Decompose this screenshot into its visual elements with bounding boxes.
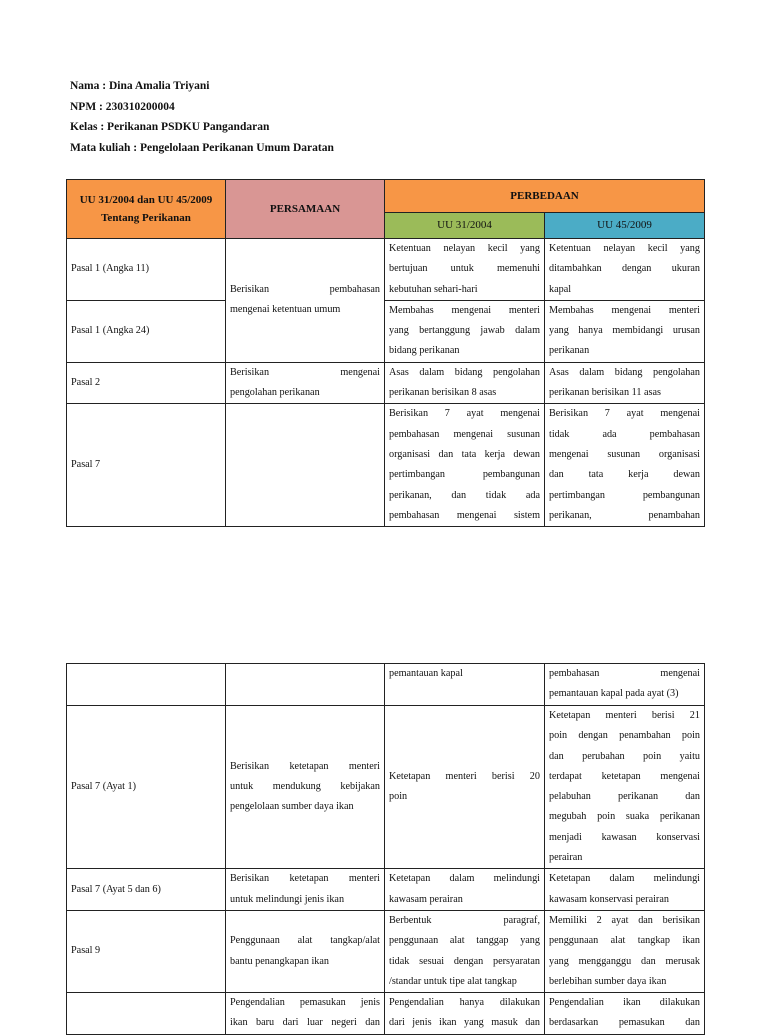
persamaan-cell: Berisikan pembahasan mengenai ketentuan umum (226, 239, 385, 363)
pasal-cell: Pasal 7 (Ayat 1) (67, 706, 226, 869)
student-npm: NPM : 230310200004 (70, 100, 175, 113)
persamaan-cell-empty (226, 664, 385, 706)
pasal-cell: Pasal 7 (Ayat 5 dan 6) (67, 869, 226, 911)
uu45-cell: Ketetapan dalam melindungi kawasam konservasi perairan (545, 869, 705, 911)
comparison-table-page1 (66, 179, 705, 527)
student-name: Nama : Dina Amalia Triyani (70, 80, 210, 92)
persamaan-cell: Berisikan mengenai pengolahan perikanan (226, 362, 385, 404)
uu45-cell: pembahasan mengenai pemantauan kapal pada ayat (3) (545, 664, 705, 706)
pasal-cell: Pasal 1 (Angka 24) (67, 300, 226, 362)
uu45-cell: Memiliki 2 ayat dan berisikan penggunaan alat tangkap ikan yang mengganggu dan merusak berlebihan sumber daya ikan (545, 910, 705, 992)
uu31-cell: pemantauan kapal (385, 664, 545, 706)
header-uu31: UU 31/2004 (385, 213, 545, 239)
uu31-cell: Berisikan 7 ayat mengenai pembahasan mengenai susunan organisasi dan tata kerja dewan pertimbangan pembangunan perikanan, dan tidak ada pembahasan mengenai sistem (385, 404, 545, 527)
pasal-cell: Pasal 7 (67, 404, 226, 527)
pasal-cell-empty (67, 993, 226, 1035)
persamaan-cell: Berisikan ketetapan menteri untuk melindungi jenis ikan (226, 869, 385, 911)
uu31-cell: Ketetapan dalam melindungi kawasam perairan (385, 869, 545, 911)
uu45-cell: Membahas mengenai menteri yang hanya membidangi urusan perikanan (545, 300, 705, 362)
uu45-cell: Pengendalian ikan dilakukan berdasarkan pemasukan dan (545, 993, 705, 1035)
persamaan-cell: Berisikan ketetapan menteri untuk mendukung kebijakan pengelolaan sumber daya ikan (226, 706, 385, 869)
pasal-cell: Pasal 9 (67, 910, 226, 992)
uu45-cell: Ketentuan nelayan kecil yang ditambahkan dengan ukuran kapal (545, 239, 705, 301)
uu31-cell: Ketentuan nelayan kecil yang bertujuan untuk memenuhi kebutuhan sehari-hari (385, 239, 545, 301)
persamaan-cell: Penggunaan alat tangkap/alat bantu penangkapan ikan (226, 910, 385, 992)
header-perbedaan: PERBEDAAN (385, 180, 705, 213)
student-class: Kelas : Perikanan PSDKU Pangandaran (70, 121, 270, 133)
course-name: Mata kuliah : Pengelolaan Perikanan Umum Daratan (70, 141, 334, 154)
pasal-cell: Pasal 2 (67, 362, 226, 404)
header-uu-title: UU 31/2004 dan UU 45/2009 Tentang Perikanan (67, 180, 226, 239)
uu31-cell: Ketetapan menteri berisi 20 poin (385, 706, 545, 869)
uu31-cell: Berbentuk paragraf, penggunaan alat tanggap yang tidak sesuai dengan persyaratan /standar untuk tipe alat tangkap (385, 910, 545, 992)
uu45-cell: Ketetapan menteri berisi 21 poin dengan penambahan poin dan perubahan poin yaitu terdapat ketetapan mengenai pelabuhan perikanan dan megubah poin suaka perikanan menjadi kawasan konservasi perairan (545, 706, 705, 869)
uu45-cell: Asas dalam bidang pengolahan perikanan berisikan 11 asas (545, 362, 705, 404)
pasal-cell-empty (67, 664, 226, 706)
uu31-cell: Asas dalam bidang pengolahan perikanan berisikan 8 asas (385, 362, 545, 404)
uu31-cell: Pengendalian hanya dilakukan dari jenis ikan yang masuk dan (385, 993, 545, 1035)
comparison-table-page2 (66, 663, 705, 1035)
header-persamaan: PERSAMAAN (226, 180, 385, 239)
pasal-cell: Pasal 1 (Angka 11) (67, 239, 226, 301)
persamaan-cell: Pengendalian pemasukan jenis ikan baru dari luar negeri dan (226, 993, 385, 1035)
persamaan-cell-empty (226, 404, 385, 527)
uu31-cell: Membahas mengenai menteri yang bertanggung jawab dalam bidang perikanan (385, 300, 545, 362)
uu45-cell: Berisikan 7 ayat mengenai tidak ada pembahasan mengenai susunan organisasi dan tata kerja dewan pertimbangan pembangunan perikanan, penambahan (545, 404, 705, 527)
header-uu45: UU 45/2009 (545, 213, 705, 239)
student-header (70, 76, 334, 158)
